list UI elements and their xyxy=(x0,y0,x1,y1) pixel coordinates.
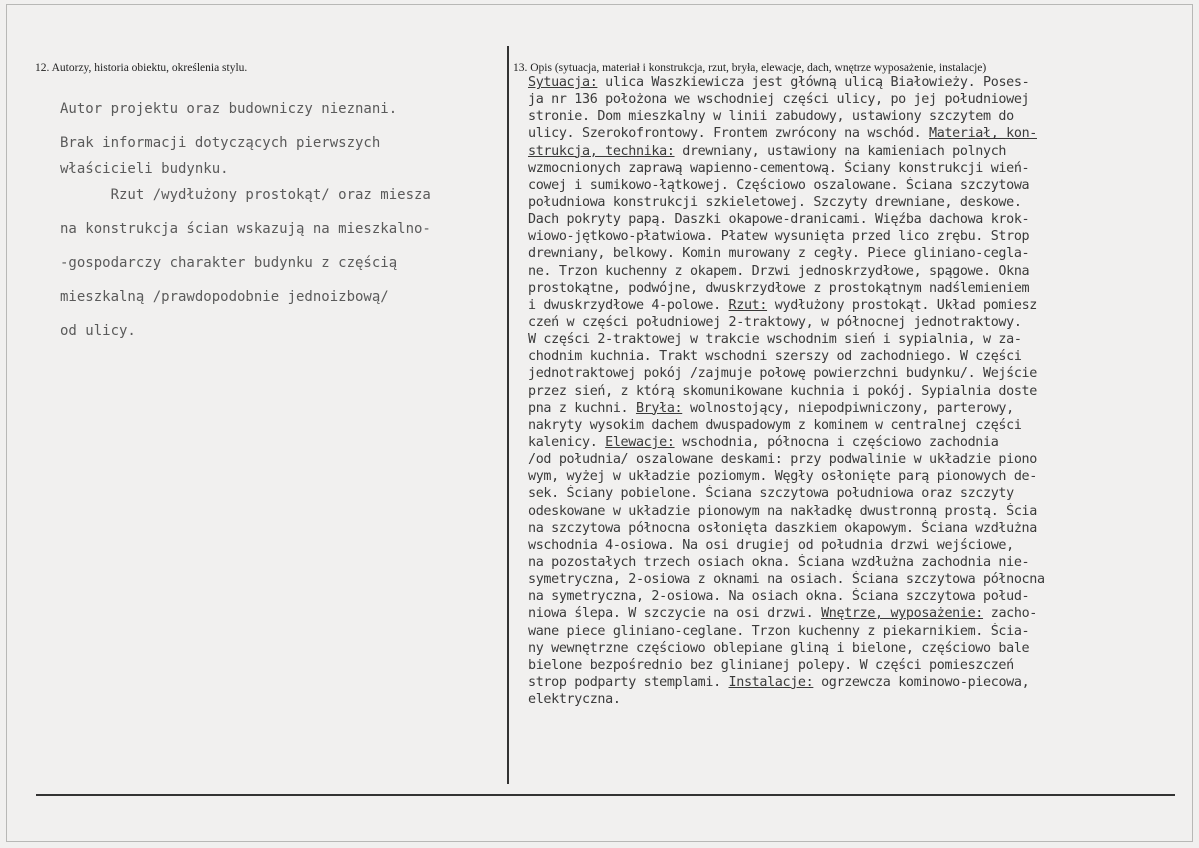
text-span: ulica Waszkiewicza jest główną ulicą Białowieży. Poses- xyxy=(597,75,1030,90)
paragraph-owners-line2: właścicieli budynku. xyxy=(60,161,229,177)
text-line: drewniany, belkowy. Komin murowany z cegły. Piece gliniano-cegla- xyxy=(528,246,1030,262)
text-line: na symetryczna, 2-osiowa. Na osiach okna. Ściana szczytowa połud- xyxy=(528,589,1030,605)
text-span: i dwuskrzydłowe 4-polowe. xyxy=(528,297,729,313)
section-13-header: 13. Opis (sytuacja, materiał i konstrukcja, rzut, bryła, elewacje, dach, wnętrze wyposażenie, instalacje) xyxy=(513,62,987,74)
label-material: Materiał, kon- xyxy=(929,126,1037,142)
text-line: na pozostałych trzech osiach okna. Ściana wzdłużna zachodnia nie- xyxy=(528,554,1030,570)
text-line: prostokątne, podwójne, dwuskrzydłowe z prostokątnym nadślemieniem xyxy=(528,280,1030,296)
text-line: ne. Trzon kuchenny z okapem. Drzwi jednoskrzydłowe, spągowe. Okna xyxy=(528,263,1030,279)
text-line xyxy=(528,125,1198,142)
text-line: wane piece gliniano-ceglane. Trzon kuchenny z piekarnikiem. Ścia- xyxy=(528,623,1030,639)
text-line xyxy=(528,434,1198,451)
text-line: czeń w części południowej 2-traktowy, w północnej jednotraktowy. xyxy=(528,314,1022,330)
text-line xyxy=(528,605,1198,622)
text-line xyxy=(528,674,1198,691)
column-divider xyxy=(507,46,509,784)
text-line: /od południa/ oszalowane deskami: przy podwalinie w układzie piono xyxy=(528,452,1037,468)
text-line: sek. Ściany pobielone. Ściana szczytowa południowa oraz szczyty xyxy=(528,486,1014,502)
label-construction: strukcja, technika: xyxy=(528,143,675,159)
text-span: wolnostojący, niepodpiwniczony, parterowy, xyxy=(682,400,1014,416)
text-line: wschodnia 4-osiowa. Na osi drugiej od południa drzwi wejściowe, xyxy=(528,537,1014,553)
description-text xyxy=(528,74,1198,708)
text-span: niowa ślepa. W szczycie na osi drzwi. xyxy=(528,606,822,622)
paragraph-owners-line1: Brak informacji dotyczących pierwszych xyxy=(60,135,381,151)
text-line: ny wewnętrzne częściowo oblepiane gliną i bielone, częściowo bale xyxy=(528,640,1030,656)
section-12-header: 12. Autorzy, historia obiektu, określenia stylu. xyxy=(35,62,248,74)
label-plan: Rzut: xyxy=(728,297,768,313)
authors-history-text xyxy=(60,96,500,344)
bottom-rule xyxy=(36,794,1175,796)
label-installations: Instalacje: xyxy=(728,674,814,690)
paragraph-plan-line1: Rzut /wydłużony prostokąt/ oraz miesza xyxy=(60,187,431,203)
text-line: wzmocnionych zaprawą wapienno-cementową. Ściany konstrukcji wień- xyxy=(528,160,1030,176)
text-span: drewniany, ustawiony na kamieniach polnych xyxy=(674,143,1007,159)
text-line: przez sień, z którą skomunikowane kuchnia i pokój. Sypialnia doste xyxy=(528,383,1037,399)
text-line: elektryczna. xyxy=(528,692,621,708)
text-span: strop podparty stemplami. xyxy=(528,674,729,690)
paragraph-plan-line2: na konstrukcja ścian wskazują na mieszkalno- xyxy=(60,221,431,237)
text-line: Dach pokryty papą. Daszki okapowe-dranicami. Więźba dachowa krok- xyxy=(528,212,1030,228)
text-line: stronie. Dom mieszkalny w linii zabudowy, ustawiony szczytem do xyxy=(528,109,1014,125)
label-elevations: Elewacje: xyxy=(605,434,675,450)
text-line: południowa konstrukcji szkieletowej. Szczyty drewniane, deskowe. xyxy=(528,194,1022,210)
text-line xyxy=(528,297,1198,314)
text-line: nakryty wysokim dachem dwuspadowym z kominem w centralnej części xyxy=(528,417,1022,433)
paragraph-plan-line5: od ulicy. xyxy=(60,323,136,339)
text-span: zacho- xyxy=(983,606,1037,622)
label-interior: Wnętrze, wyposażenie: xyxy=(821,606,984,622)
text-span: kalenicy. xyxy=(528,434,606,450)
text-line: wiowo-jętkowo-płatwiowa. Płatew wysunięta przed lico zrębu. Strop xyxy=(528,229,1030,245)
text-line: odeskowane w układzie pionowym na nakładkę dwustronną prostą. Ścia xyxy=(528,503,1037,519)
text-line: wym, wyżej w układzie poziomym. Węgły osłonięte parą pionowych de- xyxy=(528,469,1037,485)
text-line xyxy=(528,74,1198,91)
label-massing: Bryła: xyxy=(635,400,683,416)
text-span: wschodnia, północna i częściowo zachodnia xyxy=(674,434,999,450)
label-situation: Sytuacja: xyxy=(528,75,598,90)
text-line: ja nr 136 położona we wschodniej części ulicy, po jej południowej xyxy=(528,92,1030,108)
text-line: cowej i sumikowo-łątkowej. Częściowo oszalowane. Ściana szczytowa xyxy=(528,177,1030,193)
paragraph-plan-line3: -gospodarczy charakter budynku z częścią xyxy=(60,255,398,271)
text-line: jednotraktowej pokój /zajmuje połowę powierzchni budynku/. Wejście xyxy=(528,366,1037,382)
text-line: chodnim kuchnia. Trakt wschodni szerszy od zachodniego. W części xyxy=(528,349,1022,365)
paragraph-plan-line4: mieszkalną /prawdopodobnie jednoizbową/ xyxy=(60,289,389,305)
text-line: W części 2-traktowej w trakcie wschodnim sień i sypialnia, w za- xyxy=(528,332,1022,348)
text-line xyxy=(528,143,1198,160)
text-span: ulicy. Szerokofrontowy. Frontem zwrócony na wschód. xyxy=(528,126,930,142)
text-line: symetryczna, 2-osiowa z oknami na osiach. Ściana szczytowa północna xyxy=(528,572,1045,588)
text-line: bielone bezpośrednio bez glinianej polepy. W części pomieszczeń xyxy=(528,657,1014,673)
text-line: na szczytowa północna osłonięta daszkiem okapowym. Ściana wzdłużna xyxy=(528,520,1037,536)
text-span: wydłużony prostokąt. Układ pomiesz xyxy=(767,297,1037,313)
text-span: pna z kuchni. xyxy=(528,400,636,416)
paragraph-authors: Autor projektu oraz budowniczy nieznani. xyxy=(60,101,398,117)
text-span: ogrzewcza kominowo-piecowa, xyxy=(813,674,1030,690)
text-line xyxy=(528,400,1198,417)
